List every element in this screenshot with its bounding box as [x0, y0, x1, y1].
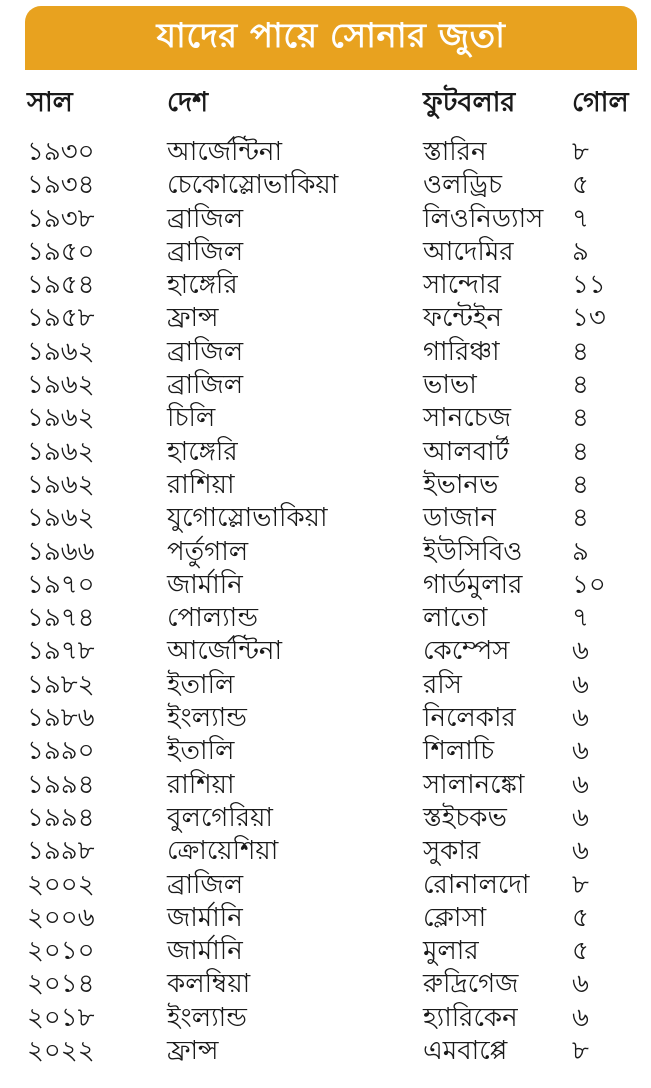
page-title: যাদের পায়ে সোনার জুতা — [156, 15, 506, 56]
table-row — [0, 901, 651, 934]
player-cell: এমবাপ্পে — [423, 1036, 508, 1067]
year-cell: ১৯৬২ — [27, 436, 95, 467]
year-cell: ২০১৮ — [27, 1002, 95, 1033]
year-cell: ১৯৭৮ — [27, 636, 95, 667]
country-cell: ব্রাজিল — [167, 336, 244, 367]
table-row — [0, 801, 651, 834]
goals-cell: ৬ — [572, 703, 589, 734]
table-row — [0, 734, 651, 767]
player-cell: ফন্টেইন — [423, 303, 502, 334]
header-goals: গোল — [572, 87, 629, 118]
table-row — [0, 1034, 651, 1067]
goals-cell: ৫ — [572, 936, 589, 967]
year-cell: ২০০২ — [27, 869, 95, 900]
player-cell: লিওনিড্যাস — [423, 203, 544, 234]
year-cell: ১৯৭৪ — [27, 603, 95, 634]
year-cell: ১৯৬২ — [27, 403, 95, 434]
goals-cell: ৪ — [572, 403, 589, 434]
country-cell: ব্রাজিল — [167, 869, 244, 900]
year-cell: ১৯৩০ — [27, 137, 95, 167]
year-cell: ১৯৩৮ — [27, 203, 95, 234]
table-row — [0, 601, 651, 634]
table-row — [0, 168, 651, 201]
goals-cell: ৬ — [572, 769, 589, 800]
year-cell: ১৯৯৮ — [27, 836, 95, 867]
table-row — [0, 202, 651, 235]
table-row — [0, 668, 651, 701]
country-cell: জার্মানি — [167, 902, 243, 933]
goals-cell: ৮ — [572, 1036, 589, 1067]
country-cell: চিলি — [167, 403, 216, 434]
table-row — [0, 535, 651, 568]
player-cell: শিলাচি — [423, 736, 495, 767]
country-cell: ব্রাজিল — [167, 236, 244, 267]
year-cell: ১৯৯০ — [27, 736, 95, 767]
table-row — [0, 934, 651, 967]
table-row — [0, 401, 651, 434]
country-cell: ইতালি — [167, 736, 235, 767]
table-row — [0, 235, 651, 268]
goals-cell: ৫ — [572, 170, 589, 201]
year-cell: ১৯৬৬ — [27, 536, 95, 567]
player-cell: হ্যারিকেন — [423, 1002, 518, 1033]
goals-cell: ১০ — [572, 569, 606, 600]
table-row — [0, 868, 651, 901]
header-player: ফুটবলার — [423, 87, 516, 118]
player-cell: লাতো — [423, 603, 488, 634]
year-cell: ২০০৬ — [27, 902, 95, 933]
country-cell: ইংল্যান্ড — [167, 1002, 247, 1033]
player-cell: নিলেকার — [423, 703, 516, 734]
country-cell: ব্রাজিল — [167, 370, 244, 401]
player-cell: সালানঙ্কো — [423, 769, 525, 800]
year-cell: ১৯৬২ — [27, 469, 95, 500]
player-cell: ইভানভ — [423, 469, 499, 500]
year-cell: ২০১০ — [27, 936, 95, 967]
year-cell: ২০২২ — [27, 1036, 95, 1067]
player-cell: সান্দোর — [423, 270, 501, 301]
year-cell: ১৯৯৪ — [27, 802, 95, 833]
country-cell: বুলগেরিয়া — [167, 802, 273, 833]
table-row — [0, 768, 651, 801]
country-cell: ফ্রান্স — [167, 303, 219, 334]
player-cell: সানচেজ — [423, 403, 511, 434]
goals-cell: ৭ — [572, 603, 589, 634]
country-cell: পর্তুগাল — [167, 536, 249, 567]
goals-cell: ৬ — [572, 669, 589, 700]
goals-cell: ৮ — [572, 137, 589, 167]
table-row — [0, 335, 651, 368]
player-cell: কেম্পেস — [423, 636, 510, 667]
table-row — [0, 967, 651, 1000]
year-cell: ২০১৪ — [27, 969, 95, 1000]
player-cell: ক্লোসা — [423, 902, 487, 933]
player-cell: ইউসিবিও — [423, 536, 523, 567]
country-cell: যুগোস্লোভাকিয়া — [167, 503, 328, 534]
table-body — [0, 135, 651, 1067]
player-cell: রোনালদো — [423, 869, 530, 900]
goals-cell: ৬ — [572, 636, 589, 667]
year-cell: ১৯৬২ — [27, 370, 95, 401]
country-cell: ইংল্যান্ড — [167, 703, 247, 734]
country-cell: হাঙ্গেরি — [167, 270, 238, 301]
player-cell: আলবার্ট — [423, 436, 509, 467]
year-cell: ১৯৭০ — [27, 569, 95, 600]
country-cell: আর্জেন্টিনা — [167, 636, 282, 667]
country-cell: ক্রোয়েশিয়া — [167, 836, 279, 867]
table-row — [0, 268, 651, 301]
goals-cell: ১৩ — [572, 303, 606, 334]
goals-cell: ৪ — [572, 503, 589, 534]
year-cell: ১৯৬২ — [27, 336, 95, 367]
table-row — [0, 501, 651, 534]
goals-cell: ৫ — [572, 902, 589, 933]
header-country: দেশ — [167, 87, 209, 118]
goals-cell: ১১ — [572, 270, 606, 301]
title-banner — [25, 6, 637, 70]
table-row — [0, 568, 651, 601]
header-year: সাল — [27, 87, 73, 118]
year-cell: ১৯৫০ — [27, 236, 95, 267]
country-cell: আর্জেন্টিনা — [167, 137, 282, 167]
country-cell: জার্মানি — [167, 936, 243, 967]
player-cell: গারিঞ্চা — [423, 336, 500, 367]
country-cell: রাশিয়া — [167, 769, 235, 800]
country-cell: রাশিয়া — [167, 469, 235, 500]
goals-cell: ৯ — [572, 536, 589, 567]
player-cell: আদেমির — [423, 236, 514, 267]
player-cell: রসি — [423, 669, 462, 700]
player-cell: ওলড্রিচ — [423, 170, 503, 201]
player-cell: ডাজান — [423, 503, 496, 534]
goals-cell: ৬ — [572, 836, 589, 867]
goals-cell: ৯ — [572, 236, 589, 267]
goals-cell: ৬ — [572, 969, 589, 1000]
country-cell: চেকোস্লোভাকিয়া — [167, 170, 339, 201]
goals-cell: ৬ — [572, 802, 589, 833]
player-cell: মুলার — [423, 936, 479, 967]
country-cell: ইতালি — [167, 669, 235, 700]
goals-cell: ৬ — [572, 1002, 589, 1033]
player-cell: স্তারিন — [423, 137, 487, 167]
table-row — [0, 435, 651, 468]
table-row — [0, 135, 651, 168]
goals-cell: ৪ — [572, 370, 589, 401]
goals-cell: ৪ — [572, 436, 589, 467]
year-cell: ১৯৮৬ — [27, 703, 95, 734]
goals-cell: ৬ — [572, 736, 589, 767]
country-cell: হাঙ্গেরি — [167, 436, 238, 467]
year-cell: ১৯৫৪ — [27, 270, 95, 301]
year-cell: ১৯৩৪ — [27, 170, 95, 201]
country-cell: ফ্রান্স — [167, 1036, 219, 1067]
year-cell: ১৯৮২ — [27, 669, 95, 700]
country-cell: জার্মানি — [167, 569, 243, 600]
goals-cell: ৮ — [572, 869, 589, 900]
table-row — [0, 634, 651, 667]
year-cell: ১৯৬২ — [27, 503, 95, 534]
goals-cell: ৪ — [572, 336, 589, 367]
player-cell: গার্ডমুলার — [423, 569, 523, 600]
player-cell: স্তইচকভ — [423, 802, 507, 833]
table-row — [0, 468, 651, 501]
country-cell: ব্রাজিল — [167, 203, 244, 234]
player-cell: সুকার — [423, 836, 481, 867]
table-row — [0, 834, 651, 867]
goals-cell: ৭ — [572, 203, 589, 234]
table-header — [0, 86, 651, 130]
table-row — [0, 368, 651, 401]
year-cell: ১৯৫৮ — [27, 303, 95, 334]
year-cell: ১৯৯৪ — [27, 769, 95, 800]
player-cell: রুদ্রিগেজ — [423, 969, 519, 1000]
country-cell: পোল্যান্ড — [167, 603, 258, 634]
country-cell: কলম্বিয়া — [167, 969, 251, 1000]
table-row — [0, 701, 651, 734]
goals-cell: ৪ — [572, 469, 589, 500]
table-row — [0, 1001, 651, 1034]
table-row — [0, 301, 651, 334]
player-cell: ভাভা — [423, 370, 477, 401]
